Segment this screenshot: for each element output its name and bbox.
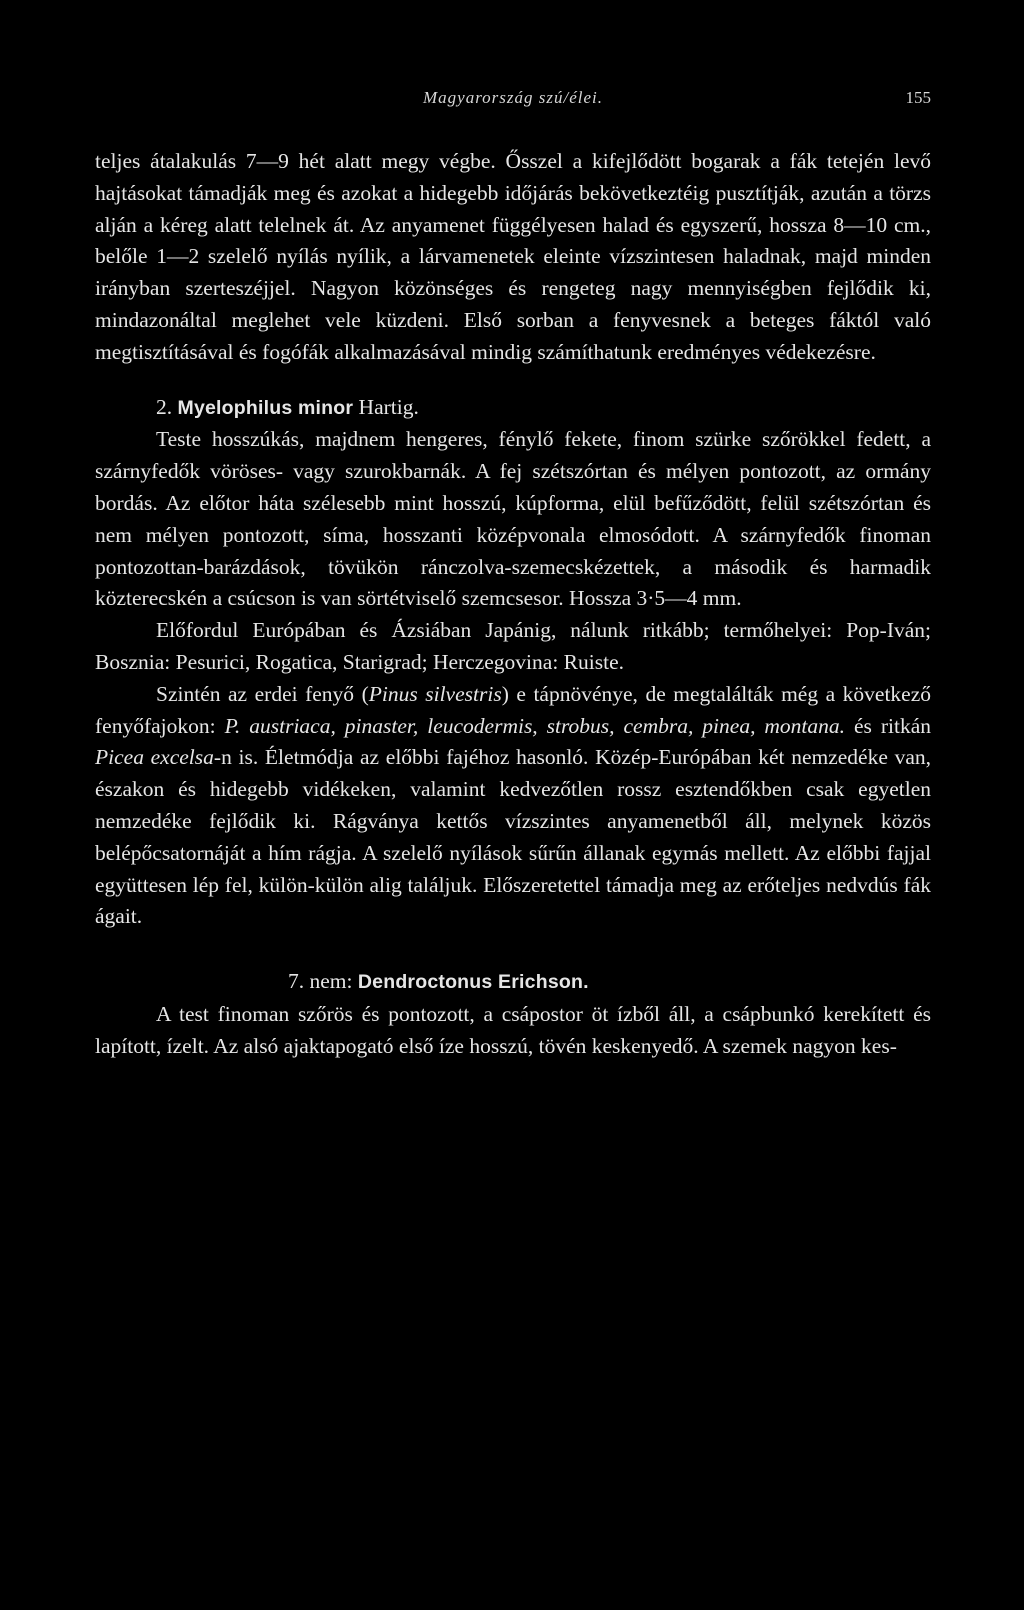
text-run: ) e tápnövénye, de megtalálták még a következő fenyőfajokon: bbox=[95, 681, 932, 738]
text-run: és ritkán bbox=[845, 713, 931, 738]
species-heading bbox=[95, 392, 931, 425]
italic-run: Picea excelsa bbox=[95, 745, 214, 770]
species-author: Hartig. bbox=[358, 394, 419, 419]
page-number: 155 bbox=[905, 88, 931, 107]
paragraph-continuation: teljes átalakulás 7—9 hét alatt megy végbe. Ősszel a kifejlődött bogarak a fák tetején levő hajtásokat támadják meg és azokat a hidegebb időjárás bekövetkeztéig pusztítják, azután a törzs alján a kéreg alatt telelnek át. Az anyamenet függélyesen halad és egyszerű, hossza 8—10 cm., belőle 1—2 szelelő nyílás nyílik, a lárvamenetek eleinte vízszintesen haladnak, majd minden irányban szerteszéjjel. Nagyon közönséges és rengeteg nagy mennyiségben fejlődik ki, mindazonáltal meglehet vele küzdeni. Első sorban a fenyvesnek a beteges fáktól való megtisztításával és fogófák alkalmazásával mindig számíthatunk eredményes védekezésre. bbox=[95, 149, 931, 364]
genus-number: 7. nem: bbox=[288, 969, 353, 994]
paragraph-genus-description: A test finoman szőrös és pontozott, a csápostor öt ízből áll, a csápbunkó kerekített és lapított, ízelt. Az alsó ajaktapogató első íze hosszú, tövén keskenyedő. A szemek nagyon kes- bbox=[95, 1001, 931, 1058]
running-title: Magyarország szú/élei. bbox=[422, 88, 604, 107]
text-run: -n is. Életmódja az előbbi fajéhoz hasonló. Közép-Európában két nemzedéke van, északon és hidegebb vidékeken, valamint kedvezőtlen rossz esztendőkben csak egyetlen nemzedéke fejlődik ki. Rágványa kettős vízszintes anyamenetből áll, melynek közös belépőcsatornáját a hím rágja. A szelelő nyílások sűrűn állanak egymás mellett. Az előbbi fajjal együttesen lép fel, külön-külön alig találjuk. Előszeretettel támadja meg az erőteljes nedvdús fák ágait. bbox=[95, 745, 931, 929]
paragraph-description: Teste hosszúkás, majdnem hengeres, fénylő fekete, finom szürke szőrökkel fedett, a szárnyfedők vöröses- vagy szurokbarnák. A fej szétszórtan és mélyen pontozott, az ormány bordás. Az előtor háta szélesebb mint hosszú, kúpforma, elül befűződött, felül szétszórtan és nem mélyen pontozott, síma, hosszanti középvonala elmosódott. A szárnyfedők finoman pontozottan-barázdások, tövükön ránczolva-szemecskézettek, a második és harmadik közterecskén a csúcson is van sörtétviselő szemcsesor. Hossza 3·5—4 mm. bbox=[95, 427, 931, 611]
text-run: Szintén az erdei fenyő ( bbox=[156, 681, 369, 706]
page-header bbox=[95, 88, 931, 118]
species-number: 2. bbox=[156, 394, 173, 419]
genus-name: Dendroctonus Erichson. bbox=[357, 971, 589, 994]
italic-run: Pinus silvestris bbox=[368, 681, 502, 706]
italic-run: P. austriaca, pinaster, leucodermis, strobus, cembra, pinea, montana. bbox=[224, 713, 846, 738]
page-body bbox=[95, 146, 931, 1063]
paragraph-host-plants bbox=[95, 679, 931, 933]
spacer bbox=[95, 369, 931, 392]
genus-heading bbox=[95, 966, 931, 999]
species-name: Myelophilus minor bbox=[177, 396, 354, 419]
spacer bbox=[95, 933, 931, 966]
paragraph-distribution: Előfordul Európában és Ázsiában Japánig, nálunk ritkább; termőhelyei: Pop-Iván; Bosznia: Pesurici, Rogatica, Starigrad; Herczegovina: Ruiste. bbox=[95, 618, 931, 674]
